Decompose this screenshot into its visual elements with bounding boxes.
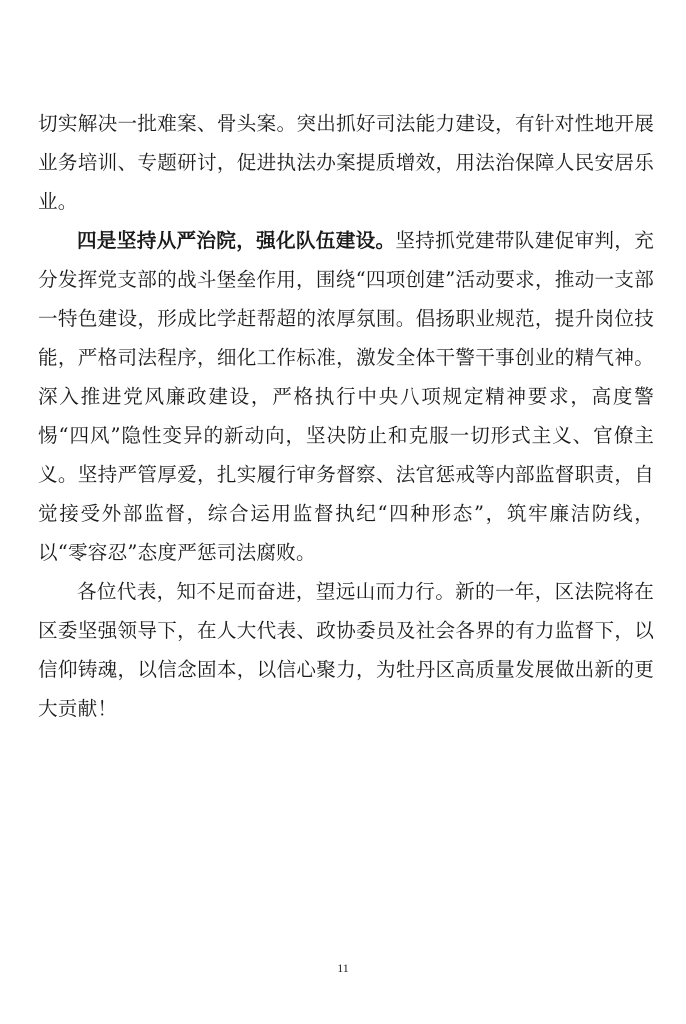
paragraph-text: 切实解决一批难案、骨头案。突出抓好司法能力建设，有针对性地开展业务培训、专题研讨，促进执法办案提质增效，用法治保障人民安居乐业。: [38, 112, 654, 213]
page-number: 11: [337, 961, 349, 975]
body-text: [38, 104, 654, 728]
paragraph-heading: 四是坚持从严治院，强化队伍建设。: [77, 229, 396, 252]
paragraph-closing: [38, 572, 654, 728]
paragraph-text: 各位代表，知不足而奋进，望远山而力行。新的一年，区法院将在区委坚强领导下，在人大代表、政协委员及社会各界的有力监督下，以信仰铸魂，以信念固本，以信心聚力，为牡丹区高质量发展做出新的更大贡献！: [38, 580, 654, 720]
paragraph-team-building: [38, 221, 654, 572]
paragraph-text: 坚持抓党建带队建促审判，充分发挥党支部的战斗堡垒作用，围绕“四项创建”活动要求，推动一支部一特色建设，形成比学赶帮超的浓厚氛围。倡扬职业规范，提升岗位技能，严格司法程序，细化工作标准，激发全体干警干事创业的精气神。深入推进党风廉政建设，严格执行中央八项规定精神要求，高度警惕“四风”隐性变异的新动向，坚决防止和克服一切形式主义、官僚主义。坚持严管厚爱，扎实履行审务督察、法官惩戒等内部监督职责，自觉接受外部监督，综合运用监督执纪“四种形态”，筑牢廉洁防线，以“零容忍”态度严惩司法腐败。: [38, 229, 654, 564]
paragraph-continuation: [38, 104, 654, 221]
